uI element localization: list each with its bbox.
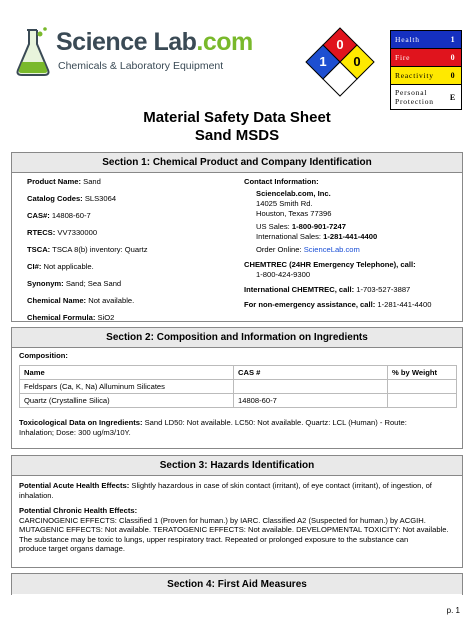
ingredient-weight [388,394,457,408]
hmis-label [390,30,462,110]
ingredient-name: Feldspars (Ca, K, Na) Alluminum Silicates [20,380,234,394]
hmis-fire-label: Fire [395,53,411,62]
section-4 [11,573,463,595]
hmis-health-row [391,31,461,49]
chemtrec-label: CHEMTREC (24HR Emergency Telephone), call: [244,260,416,269]
nfpa-fire-rating: 0 [336,37,344,52]
logo-title: Science Lab.com [56,28,253,56]
contact-info-label: Contact Information: [244,177,319,186]
chronic-health-effects: Potential Chronic Health Effects: CARCINOGENIC EFFECTS: Classified 1 (Proven for human.) by IARC. Classified A2 (Suspected for human.) by ACGIH. MUTAGENIC EFFECTS: Not available. TERATOGENIC EFFECTS: Not available. DEVELOPMENTAL TOXICITY: Not available. The substance may be toxic to lungs, upper respiratory tract. Repeated or prolonged exposure to the substance can produce target organs damage. [19,506,449,554]
composition-table [19,365,457,408]
chemtrec-phone: 1-800-424-9300 [256,270,311,279]
composition-label: Composition: [19,351,68,360]
hmis-protection-value: E [449,92,457,102]
address-line-1: 14025 Smith Rd. [256,199,313,208]
flask-icon [14,26,54,78]
nfpa-diamond [304,26,376,103]
table-header-row [20,366,457,380]
sciencelab-link[interactable]: ScienceLab.com [303,245,360,254]
ingredient-cas: 14808-60-7 [234,394,388,408]
ingredient-name: Quartz (Crystalline Silica) [20,394,234,408]
logo-tagline: Chemicals & Laboratory Equipment [58,60,224,72]
nfpa-reactivity-rating: 0 [353,54,361,69]
intl-chemtrec-line: International CHEMTREC, call: 1-703-527-3887 [244,285,411,294]
ci-line: CI#: Not applicable. [27,262,94,271]
sciencelab-logo [14,22,253,82]
hmis-protection-row [391,85,461,109]
page-subtitle: Sand MSDS [194,127,280,144]
tsca-line: TSCA: TSCA 8(b) inventory: Quartz [27,245,148,254]
page-number: p. 1 [446,606,460,615]
section-1-heading: Section 1: Chemical Product and Company Identification [12,153,462,173]
company-name: Sciencelab.com, Inc. [256,189,331,198]
hmis-health-label: Health [395,35,420,44]
address-line-2: Houston, Texas 77396 [256,209,332,218]
chemical-name-line: Chemical Name: Not available. [27,296,135,305]
col-weight-header: % by Weight [388,366,457,380]
synonym-line: Synonym: Sand; Sea Sand [27,279,122,288]
section-2 [11,327,463,449]
hmis-reactivity-value: 0 [450,71,456,80]
section-4-heading: Section 4: First Aid Measures [12,574,462,594]
page-title: Material Safety Data Sheet [143,109,331,126]
non-emergency-line: For non-emergency assistance, call: 1-281-441-4400 [244,300,432,309]
hmis-fire-row [391,49,461,67]
hmis-reactivity-row [391,67,461,85]
catalog-codes-line: Catalog Codes: SLS3064 [27,194,117,203]
rtecs-line: RTECS: VV7330000 [27,228,98,237]
intl-sales-line: International Sales: 1-281-441-4400 [256,232,378,241]
col-cas-header: CAS # [234,366,388,380]
ingredient-cas [234,380,388,394]
section-3-heading: Section 3: Hazards Identification [12,456,462,476]
acute-health-effects: Potential Acute Health Effects: Slightly hazardous in case of skin contact (irritant), of eye contact (irritant), of ingestion, of inhalation. [19,481,432,500]
order-online-line: Order Online: ScienceLab.com [256,245,360,254]
hmis-health-value: 1 [450,35,456,44]
table-row [20,394,457,408]
ingredient-weight [388,380,457,394]
product-name-line: Product Name: Sand [27,177,101,186]
nfpa-health-rating: 1 [319,54,327,69]
section-2-heading: Section 2: Composition and Information on Ingredients [12,328,462,348]
toxicological-data: Toxicological Data on Ingredients: Sand LD50: Not available. LC50: Not available. Quartz: LCL (Human) - Route: Inhalation; Dose: 300 ug/m3/10Y. [19,418,407,437]
section-1 [11,152,463,322]
hmis-fire-value: 0 [450,53,456,62]
us-sales-line: US Sales: 1-800-901-7247 [256,222,346,231]
section-3 [11,455,463,568]
table-row [20,380,457,394]
col-name-header: Name [20,366,234,380]
cas-line: CAS#: 14808-60-7 [27,211,91,220]
hmis-reactivity-label: Reactivity [395,71,434,80]
chemical-formula-line: Chemical Formula: SiO2 [27,313,115,322]
hmis-protection-label: Personal Protection [395,88,434,106]
